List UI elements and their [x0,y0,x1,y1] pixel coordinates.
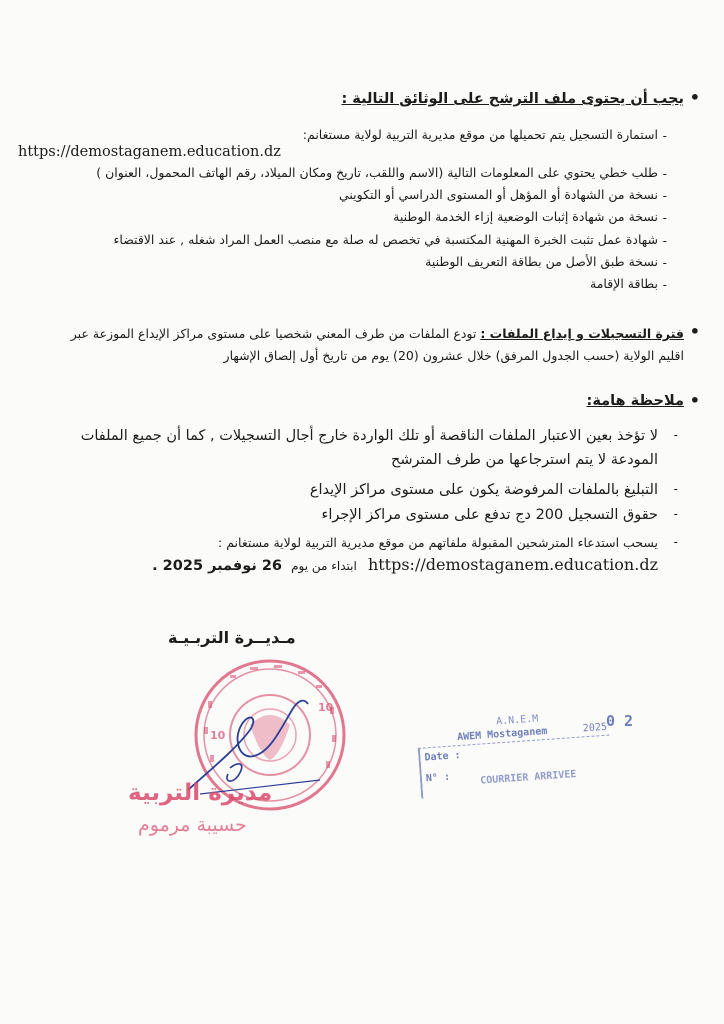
notes-heading: ملاحظة هامة: [586,393,684,409]
mail-stamp [416,705,672,812]
mail-stamp-year: 2025 [582,721,608,735]
signature-title: مـديــرة التربـيـة [168,628,296,647]
mail-stamp-received: 0 2 [606,712,634,730]
mail-stamp-frame [418,735,613,799]
mail-stamp-courier: COURRIER ARRIVEE [479,768,577,787]
deposit-heading: فترة التسجيلات و إيداع الملفات : [480,326,684,341]
results-link[interactable]: https://demostaganem.education.dz [367,555,658,574]
deposit-line-1 [71,326,684,341]
stamp-name: مديرة التربية [128,780,273,806]
doc-item-3: نسخة من الشهادة أو المؤهل أو المستوى الدراسي أو التكويني [338,187,658,202]
dash: - [673,507,678,521]
dash: - [673,535,678,549]
note-2: التبليغ بالملفات المرفوضة يكون على مستوى مراكز الإيداع [309,482,658,498]
mail-stamp-org-line-2: AWEM Mostaganem [456,725,548,744]
dash: - [662,211,667,225]
note-3: حقوق التسجيل 200 دج تدفع على مستوى مراكز الإجراء [321,507,658,523]
dash: - [662,189,667,203]
mail-stamp-number-label: N° : [425,771,451,785]
note-1-line-1: لا تؤخذ بعين الاعتبار الملفات الناقصة أو تلك الواردة خارج أجال التسجيلات , كما أن جميع الملفات [80,428,658,444]
dash: - [662,256,667,270]
deposit-line-2: اقليم الولاية (حسب الجدول المرفق) خلال عشرون (20) يوم من تاريخ أول إلصاق الإشهار [223,348,684,363]
mail-stamp-date-label: Date : [424,749,461,764]
registration-link[interactable]: https://demostaganem.education.dz [18,144,281,160]
bullet-3: • [689,391,700,410]
svg-text:10: 10 [210,729,226,742]
doc-item-5: شهادة عمل تثبت الخبرة المهنية المكتسبة في تخصص له صلة مع منصب العمل المراد شغله , عند الاقتضاء [113,232,658,247]
doc-item-7: بطاقة الإقامة [590,276,658,291]
doc-item-6: نسخة طبق الأصل من بطاقة التعريف الوطنية [425,254,658,269]
note-4-line-2 [152,555,658,574]
note-4-date: 26 نوفمبر 2025 . [152,558,283,574]
doc-item-1: استمارة التسجيل يتم تحميلها من موقع مديرية التربية لولاية مستغانم: [302,127,658,142]
dash: - [673,482,678,496]
deposit-text-1: تودع الملفات من طرف المعني شخصيا على مستوى مراكز الإيداع الموزعة عبر [70,326,477,341]
doc-item-4: نسخة من شهادة إثبات الوضعية إزاء الخدمة الوطنية [393,209,658,224]
dash: - [662,129,667,143]
dash: - [662,234,667,248]
bullet-1: • [689,88,700,107]
documents-heading: يجب أن يحتوى ملف الترشح على الوثائق التالية : [341,91,684,107]
svg-text:10: 10 [318,701,334,714]
bullet-2: • [689,322,700,341]
doc-item-2: طلب خطي يحتوي على المعلومات التالية (الاسم واللقب، تاريخ ومكان الميلاد، رقم الهاتف المحمول، العنوان ) [96,165,658,180]
dash: - [662,278,667,292]
dash: - [673,428,678,442]
stamp-signature-text: حسيبة مرموم [138,814,247,836]
note-4-date-prefix: ابتداء من يوم [291,559,357,573]
mail-stamp-org-line-1: A.N.E.M [495,713,539,728]
note-4-line-1: يسحب استدعاء المترشحين المقبولة ملفاتهم من موقع مديرية التربية لولاية مستغانم : [218,535,658,550]
dash: - [662,167,667,181]
note-1-line-2: المودعة لا يتم استرجاعها من طرف المترشح [391,452,658,468]
